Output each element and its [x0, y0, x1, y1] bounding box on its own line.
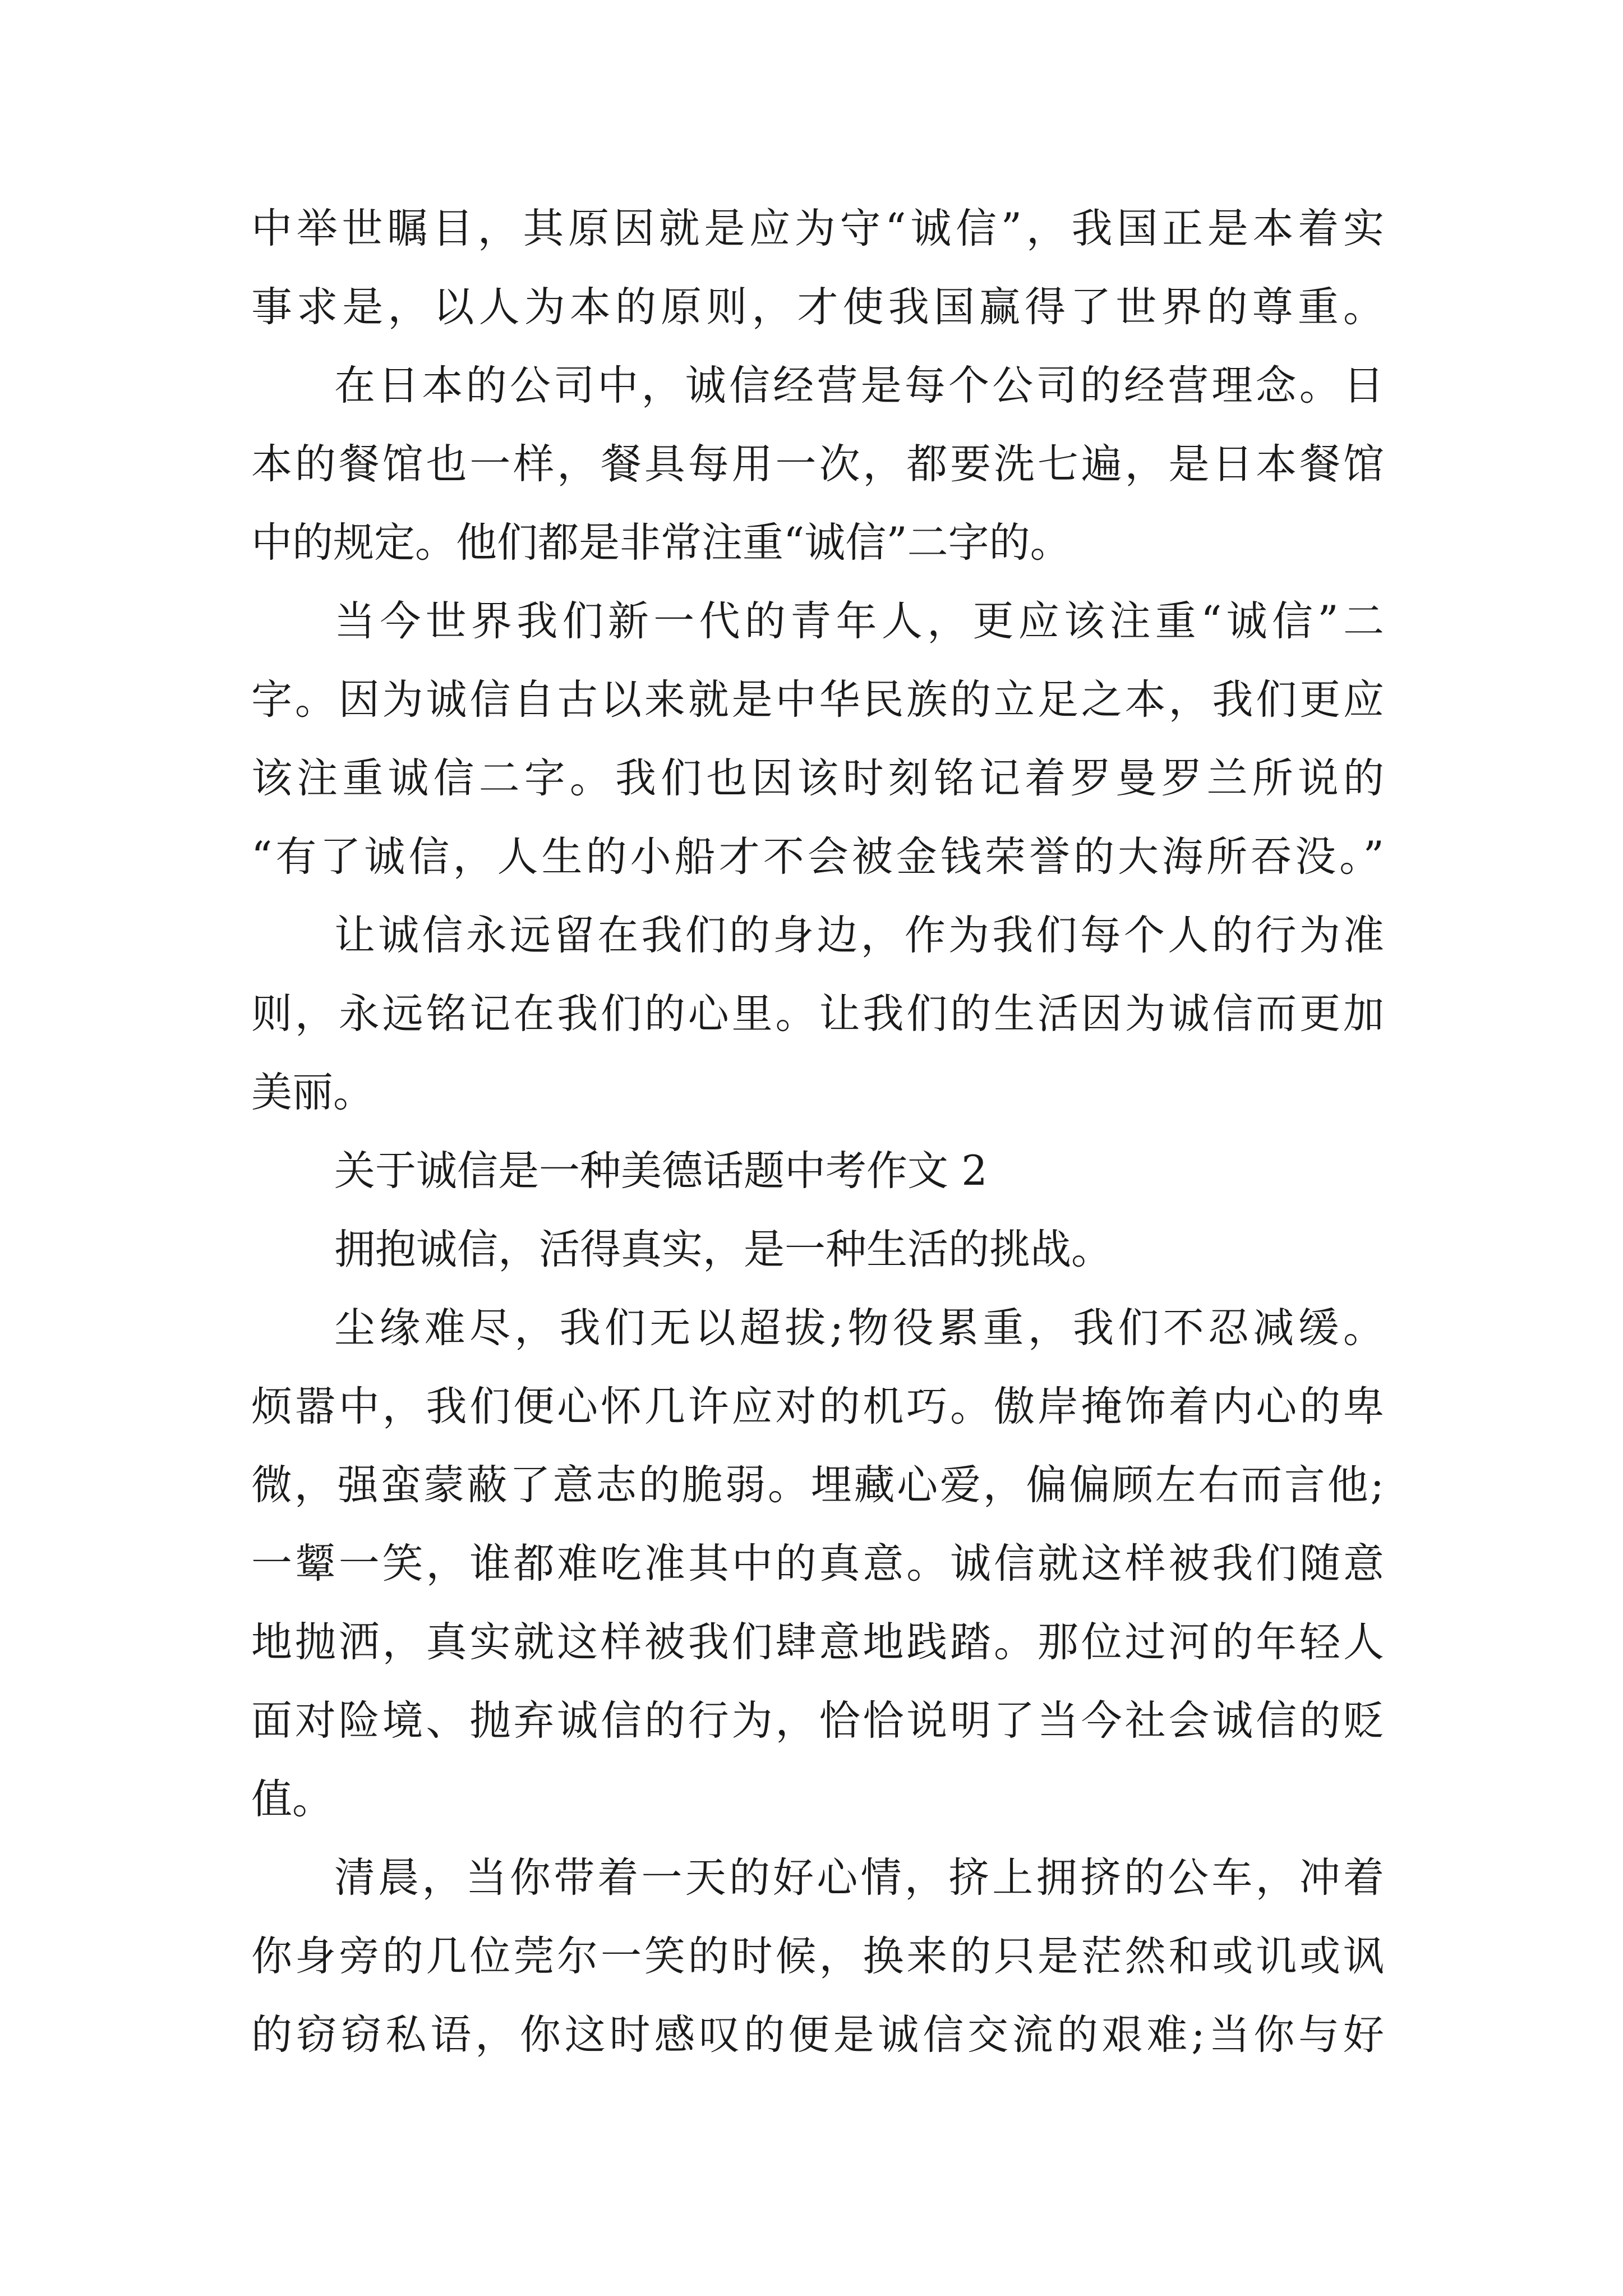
paragraph-7-line-5: 地抛洒，真实就这样被我们肆意地践踏。那位过河的年轻人: [251, 1618, 1384, 1666]
paragraph-2-line-1: 在日本的公司中，诚信经营是每个公司的经营理念。日: [334, 362, 1384, 409]
paragraph-1-line-2: 事求是，以人为本的原则，才使我国赢得了世界的尊重。: [251, 283, 1384, 331]
paragraph-2-line-3: 中的规定。他们都是非常注重“诚信”二字的。: [251, 519, 1071, 567]
paragraph-4-line-3: 美丽。: [251, 1069, 374, 1116]
paragraph-7-line-4: 一颦一笑，谁都难吃准其中的真意。诚信就这样被我们随意: [251, 1540, 1384, 1588]
essay-heading: 关于诚信是一种美德话题中考作文 2: [334, 1147, 988, 1195]
paragraph-7-line-1: 尘缘难尽，我们无以超拔;物役累重，我们不忍减缓。: [334, 1304, 1384, 1352]
paragraph-7-line-7: 值。: [251, 1775, 333, 1823]
paragraph-7-line-2: 烦嚣中，我们便心怀几许应对的机巧。傲岸掩饰着内心的卑: [251, 1383, 1384, 1430]
paragraph-3-line-3: 该注重诚信二字。我们也因该时刻铭记着罗曼罗兰所说的: [251, 754, 1384, 802]
paragraph-3-line-4: “有了诚信，人生的小船才不会被金钱荣誉的大海所吞没。”: [251, 833, 1384, 881]
paragraph-8-line-2: 你身旁的几位莞尔一笑的时候，换来的只是茫然和或讥或讽: [251, 1932, 1384, 1980]
paragraph-7-line-6: 面对险境、抛弃诚信的行为，恰恰说明了当今社会诚信的贬: [251, 1697, 1384, 1745]
paragraph-8-line-1: 清晨，当你带着一天的好心情，挤上拥挤的公车，冲着: [334, 1854, 1384, 1902]
paragraph-1-line-1: 中举世瞩目，其原因就是应为守“诚信”，我国正是本着实: [251, 205, 1384, 252]
paragraph-2-line-2: 本的餐馆也一样，餐具每用一次，都要洗七遍，是日本餐馆: [251, 440, 1384, 488]
paragraph-7-line-3: 微，强蛮蒙蔽了意志的脆弱。埋藏心爱，偏偏顾左右而言他;: [251, 1461, 1384, 1509]
paragraph-3-line-1: 当今世界我们新一代的青年人，更应该注重“诚信”二: [334, 597, 1384, 645]
paragraph-6-line-1: 拥抱诚信，活得真实，是一种生活的挑战。: [334, 1226, 1112, 1273]
paragraph-8-line-3: 的窃窃私语，你这时感叹的便是诚信交流的艰难;当你与好: [251, 2011, 1384, 2059]
paragraph-4-line-2: 则，永远铭记在我们的心里。让我们的生活因为诚信而更加: [251, 990, 1384, 1038]
paragraph-3-line-2: 字。因为诚信自古以来就是中华民族的立足之本，我们更应: [251, 676, 1384, 724]
paragraph-4-line-1: 让诚信永远留在我们的身边，作为我们每个人的行为准: [334, 912, 1384, 959]
